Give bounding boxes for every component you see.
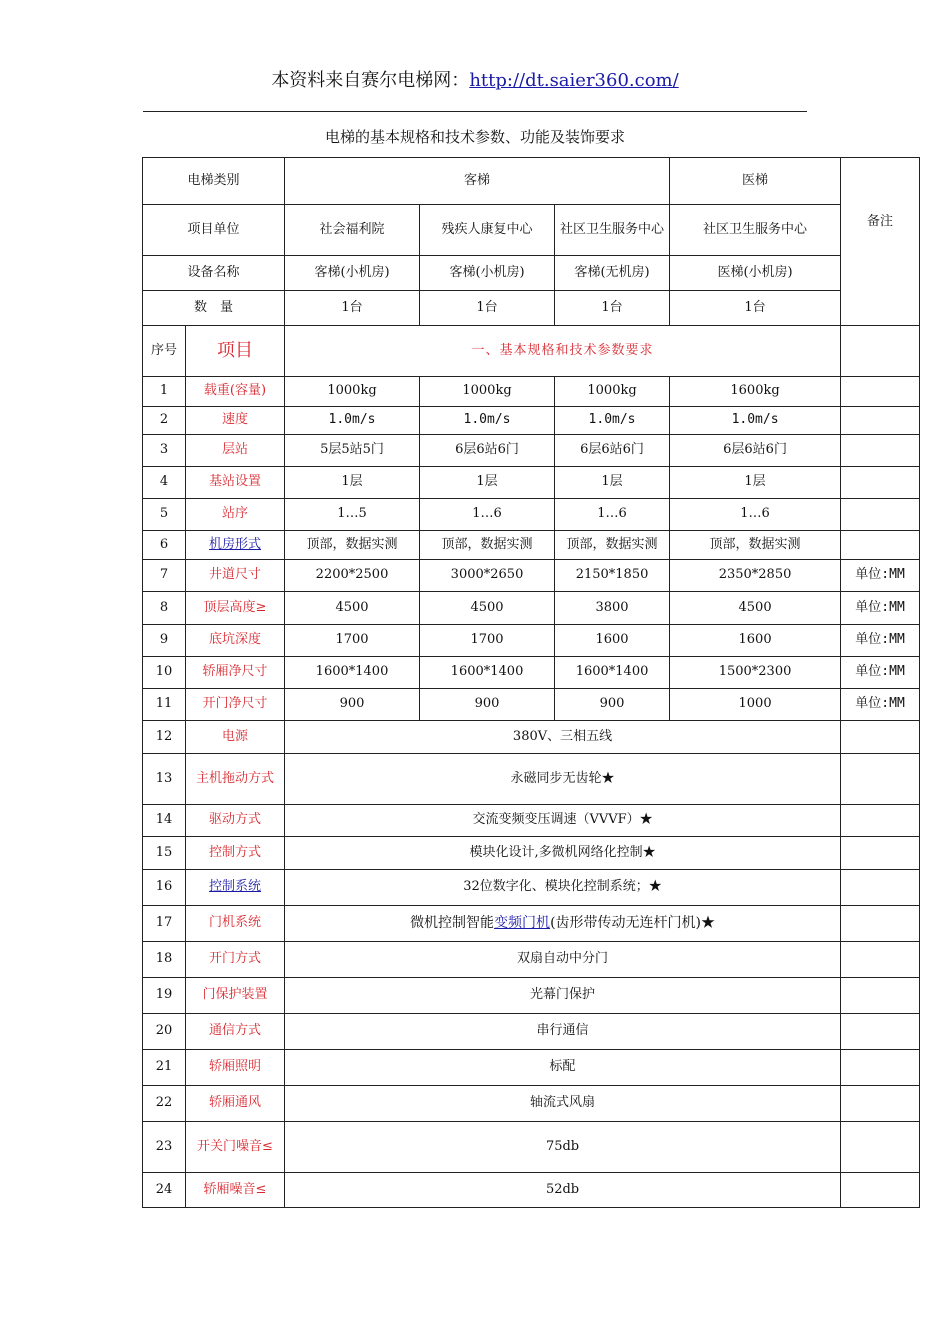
value-cell: 交流变频变压调速（VVVF）★ — [285, 805, 841, 837]
value-cell: 顶部，数据实测 — [285, 531, 420, 560]
value-cell: 1.0m/s — [420, 407, 555, 435]
value-cell: 900 — [420, 689, 555, 721]
value-cell: 轴流式风扇 — [285, 1086, 841, 1122]
remark-cell — [841, 326, 920, 377]
value-cell: 1000kg — [555, 377, 670, 407]
item-name: 轿厢净尺寸 — [186, 657, 285, 689]
row-number: 7 — [143, 560, 186, 592]
row-number: 22 — [143, 1086, 186, 1122]
row-number: 19 — [143, 978, 186, 1014]
value-cell: 1层 — [420, 467, 555, 499]
document-title: 电梯的基本规格和技术参数、功能及装饰要求 — [324, 128, 625, 146]
value-cell: 75db — [285, 1122, 841, 1173]
source-line — [0, 66, 950, 92]
value-cell: 1600kg — [670, 377, 841, 407]
source-link[interactable]: http://dt.saier360.com/ — [469, 70, 679, 91]
row-number: 5 — [143, 499, 186, 531]
row-number: 11 — [143, 689, 186, 721]
value-cell: 1层 — [670, 467, 841, 499]
row-number: 12 — [143, 721, 186, 754]
note-cell: 单位:MM — [841, 560, 920, 592]
value-cell: 光幕门保护 — [285, 978, 841, 1014]
value-cell: 1层 — [285, 467, 420, 499]
item-name: 通信方式 — [186, 1014, 285, 1050]
item-name — [186, 870, 285, 906]
item-name — [186, 531, 285, 560]
row-number: 14 — [143, 805, 186, 837]
item-name: 控制方式 — [186, 837, 285, 870]
unit-cell: 残疾人康复中心 — [420, 205, 555, 256]
device-cell: 客梯(无机房) — [555, 256, 670, 291]
project-unit-label: 项目单位 — [143, 205, 285, 256]
item-name: 速度 — [186, 407, 285, 435]
quantity-cell: 1台 — [670, 291, 841, 326]
device-cell: 客梯(小机房) — [420, 256, 555, 291]
source-prefix: 本资料来自赛尔电梯网： — [271, 70, 470, 91]
value-cell: 1000 — [670, 689, 841, 721]
value-cell: 1.0m/s — [670, 407, 841, 435]
value-cell: 380V、三相五线 — [285, 721, 841, 754]
note-cell — [841, 805, 920, 837]
value-cell: 1.0m/s — [555, 407, 670, 435]
value-cell: 6层6站6门 — [420, 435, 555, 467]
value-cell: 6层6站6门 — [670, 435, 841, 467]
note-cell: 单位:MM — [841, 657, 920, 689]
item-name: 电源 — [186, 721, 285, 754]
remark-header: 备注 — [841, 158, 920, 326]
value-cell: 1000kg — [285, 377, 420, 407]
value-cell: 双扇自动中分门 — [285, 942, 841, 978]
value-cell: 900 — [285, 689, 420, 721]
item-name: 主机拖动方式 — [186, 754, 285, 805]
device-cell: 医梯(小机房) — [670, 256, 841, 291]
item-name: 门机系统 — [186, 906, 285, 942]
section-title: 一、基本规格和技术参数要求 — [285, 326, 841, 377]
row-number: 18 — [143, 942, 186, 978]
note-cell — [841, 499, 920, 531]
row-number: 16 — [143, 870, 186, 906]
row-number: 20 — [143, 1014, 186, 1050]
value-cell: 1700 — [285, 625, 420, 657]
note-cell — [841, 870, 920, 906]
item-name: 门保护装置 — [186, 978, 285, 1014]
value-cell: 1…6 — [420, 499, 555, 531]
item-name: 底坑深度 — [186, 625, 285, 657]
value-cell: 1600*1400 — [285, 657, 420, 689]
value-cell: 4500 — [285, 592, 420, 625]
value-cell: 顶部，数据实测 — [670, 531, 841, 560]
value-cell: 2150*1850 — [555, 560, 670, 592]
note-cell: 单位:MM — [841, 689, 920, 721]
value-cell: 2200*2500 — [285, 560, 420, 592]
value-cell: 1…5 — [285, 499, 420, 531]
row-number: 13 — [143, 754, 186, 805]
value-cell — [285, 906, 841, 942]
passenger-elevator-header: 客梯 — [285, 158, 670, 205]
quantity-cell: 1台 — [555, 291, 670, 326]
note-cell — [841, 1173, 920, 1208]
row-number: 8 — [143, 592, 186, 625]
row-number: 23 — [143, 1122, 186, 1173]
row-number: 15 — [143, 837, 186, 870]
item-name: 开门净尺寸 — [186, 689, 285, 721]
header-divider — [143, 111, 807, 112]
value-cell: 标配 — [285, 1050, 841, 1086]
quantity-cell: 1台 — [285, 291, 420, 326]
note-cell — [841, 1086, 920, 1122]
row-number: 17 — [143, 906, 186, 942]
value-cell: 模块化设计,多微机网络化控制★ — [285, 837, 841, 870]
row-number: 4 — [143, 467, 186, 499]
row-number: 21 — [143, 1050, 186, 1086]
value-cell: 1600*1400 — [420, 657, 555, 689]
value-cell: 6层6站6门 — [555, 435, 670, 467]
note-cell — [841, 377, 920, 407]
value-text: 微机控制智能 — [410, 915, 495, 932]
hospital-elevator-header: 医梯 — [670, 158, 841, 205]
value-cell: 1…6 — [555, 499, 670, 531]
note-cell — [841, 467, 920, 499]
row-number: 24 — [143, 1173, 186, 1208]
value-cell: 4500 — [420, 592, 555, 625]
value-cell: 1600 — [670, 625, 841, 657]
seq-label: 序号 — [143, 326, 186, 377]
value-cell: 2350*2850 — [670, 560, 841, 592]
note-cell — [841, 754, 920, 805]
item-link[interactable]: 控制系统 — [209, 879, 262, 895]
row-number: 10 — [143, 657, 186, 689]
item-name: 轿厢通风 — [186, 1086, 285, 1122]
value-cell: 52db — [285, 1173, 841, 1208]
value-cell: 1500*2300 — [670, 657, 841, 689]
row-number: 9 — [143, 625, 186, 657]
quantity-cell: 1台 — [420, 291, 555, 326]
value-cell: 3000*2650 — [420, 560, 555, 592]
elevator-type-label: 电梯类别 — [143, 158, 285, 205]
row-number: 2 — [143, 407, 186, 435]
row-number: 1 — [143, 377, 186, 407]
item-name: 层站 — [186, 435, 285, 467]
value-cell: 顶部，数据实测 — [420, 531, 555, 560]
note-cell — [841, 1050, 920, 1086]
item-name: 开门方式 — [186, 942, 285, 978]
note-cell: 单位:MM — [841, 592, 920, 625]
value-cell: 串行通信 — [285, 1014, 841, 1050]
item-name: 站序 — [186, 499, 285, 531]
row-number: 3 — [143, 435, 186, 467]
value-cell: 32位数字化、模块化控制系统；★ — [285, 870, 841, 906]
value-cell: 5层5站5门 — [285, 435, 420, 467]
item-label: 项目 — [186, 326, 285, 377]
value-cell: 顶部，数据实测 — [555, 531, 670, 560]
value-cell: 1.0m/s — [285, 407, 420, 435]
inline-link[interactable]: 变频门机 — [494, 915, 551, 932]
note-cell — [841, 721, 920, 754]
value-cell: 1600*1400 — [555, 657, 670, 689]
row-number: 6 — [143, 531, 186, 560]
value-cell: 1…6 — [670, 499, 841, 531]
item-name: 井道尺寸 — [186, 560, 285, 592]
note-cell — [841, 906, 920, 942]
item-name: 轿厢噪音≤ — [186, 1173, 285, 1208]
value-cell: 3800 — [555, 592, 670, 625]
note-cell — [841, 837, 920, 870]
note-cell — [841, 942, 920, 978]
item-name: 开关门噪音≤ — [186, 1122, 285, 1173]
item-name: 基站设置 — [186, 467, 285, 499]
note-cell — [841, 407, 920, 435]
item-name: 轿厢照明 — [186, 1050, 285, 1086]
item-name: 载重(容量) — [186, 377, 285, 407]
note-cell — [841, 978, 920, 1014]
note-cell — [841, 1122, 920, 1173]
value-cell: 永磁同步无齿轮★ — [285, 754, 841, 805]
value-cell: 4500 — [670, 592, 841, 625]
unit-cell: 社区卫生服务中心 — [670, 205, 841, 256]
note-cell — [841, 435, 920, 467]
value-cell: 900 — [555, 689, 670, 721]
device-name-label: 设备名称 — [143, 256, 285, 291]
value-cell: 1600 — [555, 625, 670, 657]
item-link[interactable]: 机房形式 — [209, 536, 262, 552]
item-name: 驱动方式 — [186, 805, 285, 837]
device-cell: 客梯(小机房) — [285, 256, 420, 291]
value-text: (齿形带传动无连杆门机)★ — [550, 915, 715, 932]
item-name: 顶层高度≥ — [186, 592, 285, 625]
note-cell — [841, 1014, 920, 1050]
quantity-label: 数 量 — [143, 291, 285, 326]
note-cell: 单位:MM — [841, 625, 920, 657]
note-cell — [841, 531, 920, 560]
value-cell: 1000kg — [420, 377, 555, 407]
value-cell: 1层 — [555, 467, 670, 499]
value-cell: 1700 — [420, 625, 555, 657]
spec-table — [142, 157, 920, 1208]
unit-cell: 社会福利院 — [285, 205, 420, 256]
unit-cell: 社区卫生服务中心 — [555, 205, 670, 256]
